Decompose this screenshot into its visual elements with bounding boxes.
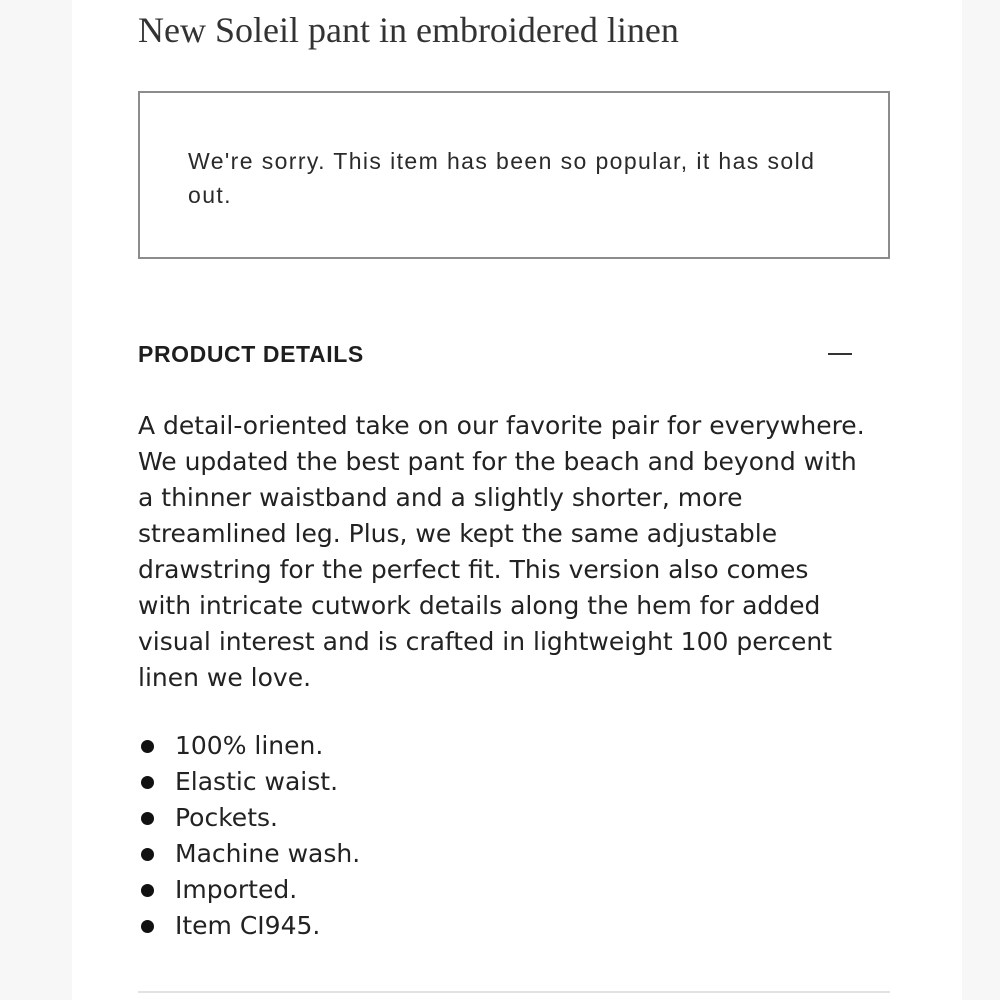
product-description: A detail-oriented take on our favorite pair for everywhere. We updated the best pant for the beach and beyond with a thinner waistband and a slightly shorter, more streamlined leg. Plus, we kept the same adjustable drawstring for the perfect fit. This version also comes with intricate cutwork details along the hem for added visual interest and is crafted in lightweight 100 percent linen we love. — [138, 411, 865, 692]
sold-out-message: We're sorry. This item has been so popular, it has sold out. — [188, 148, 816, 208]
minus-icon[interactable] — [828, 353, 852, 355]
feature-item — [138, 836, 858, 872]
feature-item — [138, 728, 858, 764]
feature-text: 100% linen. — [175, 731, 324, 760]
bullet-icon — [141, 848, 154, 861]
bullet-icon — [141, 920, 154, 933]
feature-item — [138, 908, 858, 944]
product-title: New Soleil pant in embroidered linen — [138, 10, 679, 50]
feature-text: Item CI945. — [175, 911, 321, 940]
bullet-icon — [141, 812, 154, 825]
product-details-toggle[interactable] — [138, 336, 858, 372]
sold-out-notice — [138, 91, 890, 259]
bullet-icon — [141, 776, 154, 789]
feature-item — [138, 764, 858, 800]
page-margin-right — [962, 0, 1000, 1000]
feature-text: Pockets. — [175, 803, 278, 832]
page-margin-left — [0, 0, 72, 1000]
feature-list — [138, 728, 858, 944]
section-divider — [138, 991, 890, 993]
feature-item — [138, 872, 858, 908]
feature-text: Imported. — [175, 875, 298, 904]
bullet-icon — [141, 740, 154, 753]
feature-text: Elastic waist. — [175, 767, 339, 796]
feature-text: Machine wash. — [175, 839, 361, 868]
product-details-heading: PRODUCT DETAILS — [138, 341, 364, 367]
feature-item — [138, 800, 858, 836]
bullet-icon — [141, 884, 154, 897]
